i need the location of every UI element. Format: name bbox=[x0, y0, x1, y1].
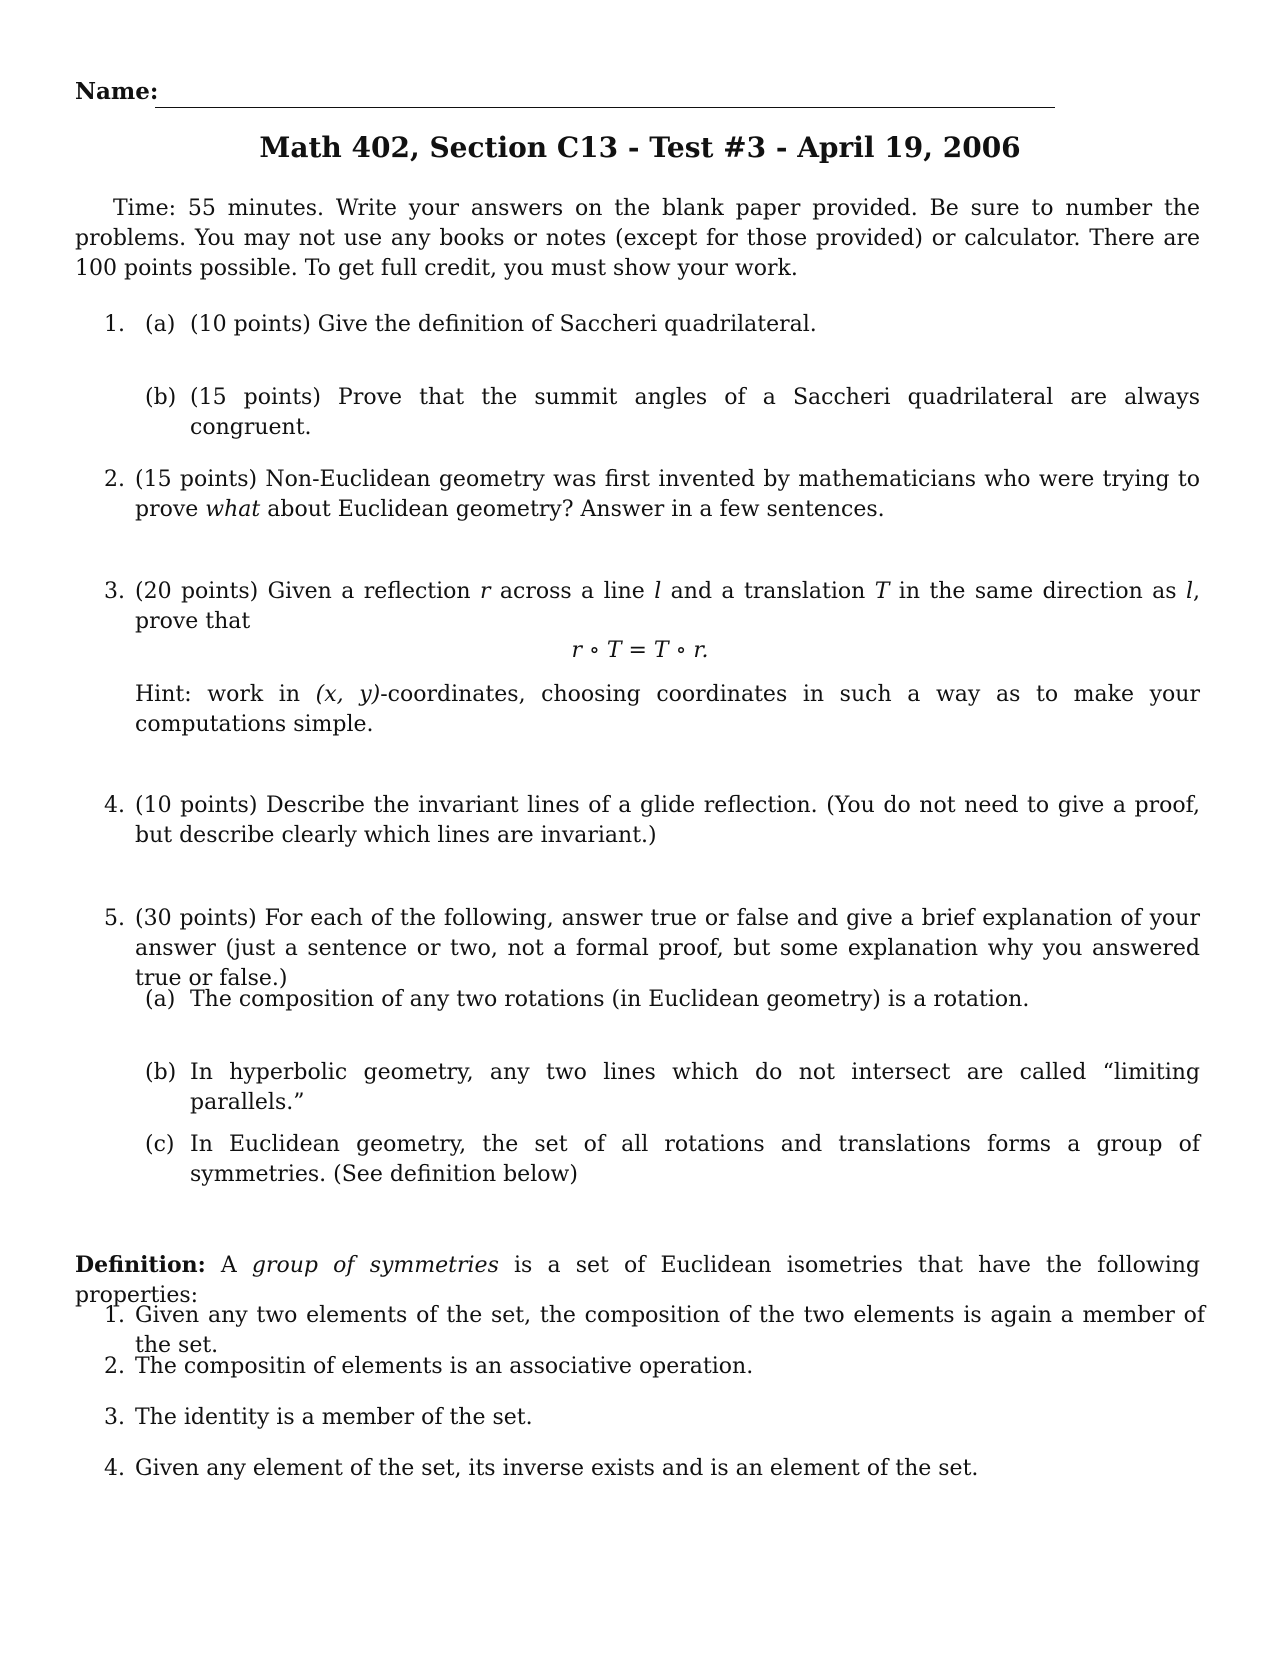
problem-4-text: (10 points) Describe the invariant lines of a glide reflection. (You do not need to give a proof, but describe clearly which lines are invariant.) bbox=[135, 793, 1200, 848]
definition-item-4-number: 4. bbox=[104, 1456, 125, 1481]
problem-5a-text: The composition of any two rotations (in Euclidean geometry) is a rotation. bbox=[190, 987, 1030, 1012]
problem-2-text-post: about Euclidean geometry? Answer in a few sentences. bbox=[260, 497, 885, 522]
problem-3-t1: (20 points) Given a reflection bbox=[135, 579, 480, 604]
name-label: Name: bbox=[75, 78, 159, 105]
problem-2-text-pre: (15 points) Non-Euclidean geometry was first invented by mathematicians who were trying to prove bbox=[135, 467, 1200, 522]
problem-5-text: (30 points) For each of the following, answer true or false and give a brief explanation of your answer (just a sentence or two, not a formal proof, but some explanation why you answered true or false.) bbox=[135, 906, 1200, 991]
problem-1b-label: (b) bbox=[145, 385, 177, 410]
problem-5a-label: (a) bbox=[145, 987, 176, 1012]
instructions: Time: 55 minutes. Write your answers on the blank paper provided. Be sure to number the problems. You may not use any books or notes (except for those provided) or calculator. There are 100 points possible. To get full credit, you must show your work. bbox=[75, 196, 1200, 281]
problem-2-emphasis: what bbox=[205, 497, 261, 522]
var-l: l bbox=[654, 579, 662, 604]
problem-5c-label: (c) bbox=[145, 1132, 175, 1157]
problem-1b-text: (15 points) Prove that the summit angles of a Saccheri quadrilateral are always congruent. bbox=[190, 385, 1200, 440]
definition-term: group of symmetries bbox=[251, 1253, 499, 1278]
definition-item-2-number: 2. bbox=[104, 1354, 125, 1379]
var-T: T bbox=[874, 579, 890, 604]
name-underline bbox=[155, 107, 1055, 108]
problem-2-text bbox=[135, 465, 1200, 525]
problem-5b-text: In hyperbolic geometry, any two lines which do not intersect are called “limiting parallels.” bbox=[190, 1060, 1200, 1115]
hint-pre: Hint: work in bbox=[135, 682, 316, 707]
exam-title: Math 402, Section C13 - Test #3 - April 19, 2006 bbox=[259, 131, 1021, 164]
definition-label: Definition: bbox=[75, 1252, 206, 1278]
problem-1a-label: (a) bbox=[145, 312, 176, 337]
problem-3-equation: r ∘ T = T ∘ r. bbox=[571, 638, 709, 663]
definition-item-1-number: 1. bbox=[104, 1303, 125, 1328]
problem-1a-text: (10 points) Give the definition of Saccheri quadrilateral. bbox=[190, 312, 817, 337]
problem-3-hint bbox=[135, 680, 1200, 740]
var-l-2: l bbox=[1185, 579, 1193, 604]
problem-3-t4: in the same direction as bbox=[889, 579, 1186, 604]
definition-item-4-text: Given any element of the set, its inverse exists and is an element of the set. bbox=[135, 1456, 979, 1481]
problem-5c-text: In Euclidean geometry, the set of all rotations and translations forms a group of symmetries. (See definition below) bbox=[190, 1132, 1200, 1187]
hint-coords: (x, y) bbox=[315, 682, 381, 707]
hint-post: -coordinates, choosing coordinates in such a way as to make your computations simple. bbox=[135, 682, 1200, 737]
problem-1-number: 1. bbox=[104, 312, 125, 337]
problem-5b-label: (b) bbox=[145, 1060, 177, 1085]
name-field bbox=[75, 78, 1055, 112]
problem-3-text bbox=[135, 577, 1200, 637]
problem-3-t5: , prove that bbox=[135, 579, 1200, 634]
definition-item-2-text: The compositin of elements is an associative operation. bbox=[135, 1354, 754, 1379]
problem-3-number: 3. bbox=[104, 579, 125, 604]
problem-5-number: 5. bbox=[104, 906, 125, 931]
definition-item-1-text: Given any two elements of the set, the composition of the two elements is again a member of the set. bbox=[135, 1303, 1205, 1358]
problem-3-t2: across a line bbox=[490, 579, 655, 604]
problem-3-t3: and a translation bbox=[661, 579, 875, 604]
problem-4-number: 4. bbox=[104, 793, 125, 818]
definition-item-3-text: The identity is a member of the set. bbox=[135, 1405, 533, 1430]
definition-post: is a set of Euclidean isometries that have the following properties: bbox=[75, 1253, 1200, 1308]
definition-item-3-number: 3. bbox=[104, 1405, 125, 1430]
var-r: r bbox=[479, 579, 491, 604]
problem-2-number: 2. bbox=[104, 467, 125, 492]
definition-pre: A bbox=[205, 1253, 252, 1278]
